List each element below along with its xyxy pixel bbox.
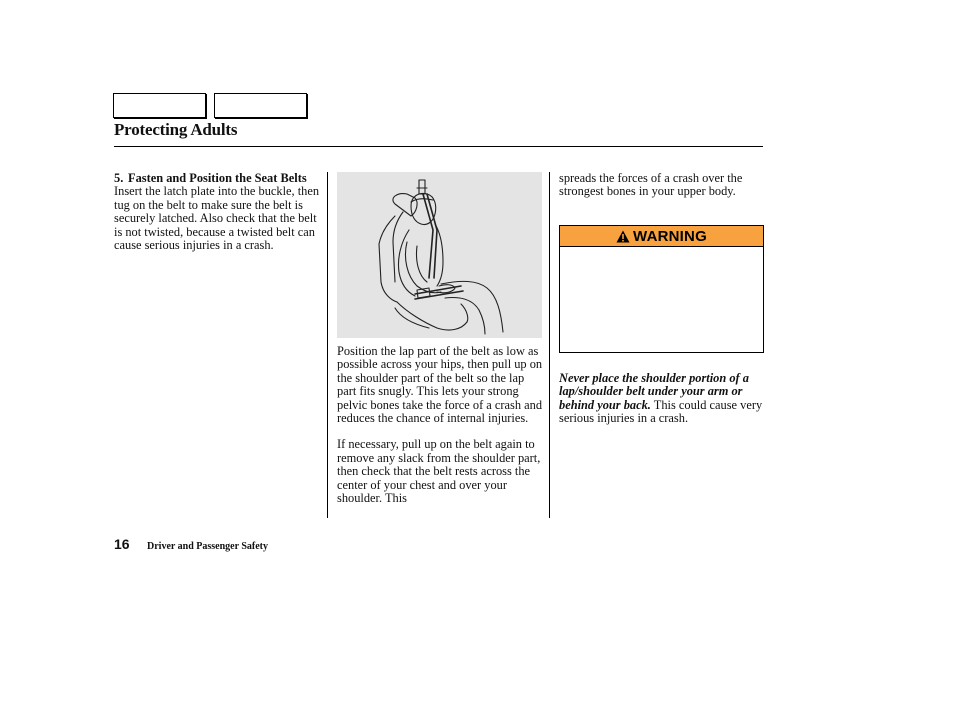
step-body: Insert the latch plate into the buckle, then tug on the belt to make sure the belt is securely latched. Also check that the belt is not twisted, because a twisted belt can cause serious injuries in a crash. — [114, 184, 320, 253]
column-divider-1 — [327, 172, 328, 518]
step-heading — [114, 172, 321, 185]
left-column — [114, 172, 321, 252]
right-paragraph-1: spreads the forces of a crash over the strongest bones in your upper body. — [559, 171, 743, 199]
index-tab-box-1 — [113, 93, 206, 118]
title-rule — [114, 146, 763, 147]
warning-box — [559, 225, 764, 353]
index-tab-box-2 — [214, 93, 307, 118]
step-heading-text: Fasten and Position the Seat Belts — [128, 171, 307, 185]
section-name: Driver and Passenger Safety — [147, 541, 269, 552]
page-title: Protecting Adults — [114, 120, 238, 139]
middle-column — [337, 345, 543, 505]
warning-bar — [560, 226, 763, 247]
warning-note-rest: This could cause very serious injuries in a crash. — [559, 397, 763, 426]
warning-triangle-icon — [616, 230, 630, 243]
middle-paragraph-2: If necessary, pull up on the belt again to remove any slack from the shoulder part, then check that the belt rests across the center of your chest and over your shoulder. This — [337, 437, 541, 506]
warning-label: WARNING — [633, 227, 707, 245]
column-divider-2 — [549, 172, 550, 518]
middle-paragraph-1: Position the lap part of the belt as low as possible across your hips, then pull up on the shoulder part of the belt so the lap part fits snugly. This lets your strong pelvic bones take the force of a crash and reduces the chance of internal injuries. — [337, 344, 543, 426]
warning-note — [559, 372, 764, 426]
step-number: 5. — [114, 171, 124, 185]
warning-note-emphasis: Never place the shoulder portion of a lap/shoulder belt under your arm or behind your back. — [559, 371, 749, 412]
page-number: 16 — [114, 536, 130, 552]
seatbelt-illustration — [337, 172, 542, 338]
right-column — [559, 172, 764, 199]
